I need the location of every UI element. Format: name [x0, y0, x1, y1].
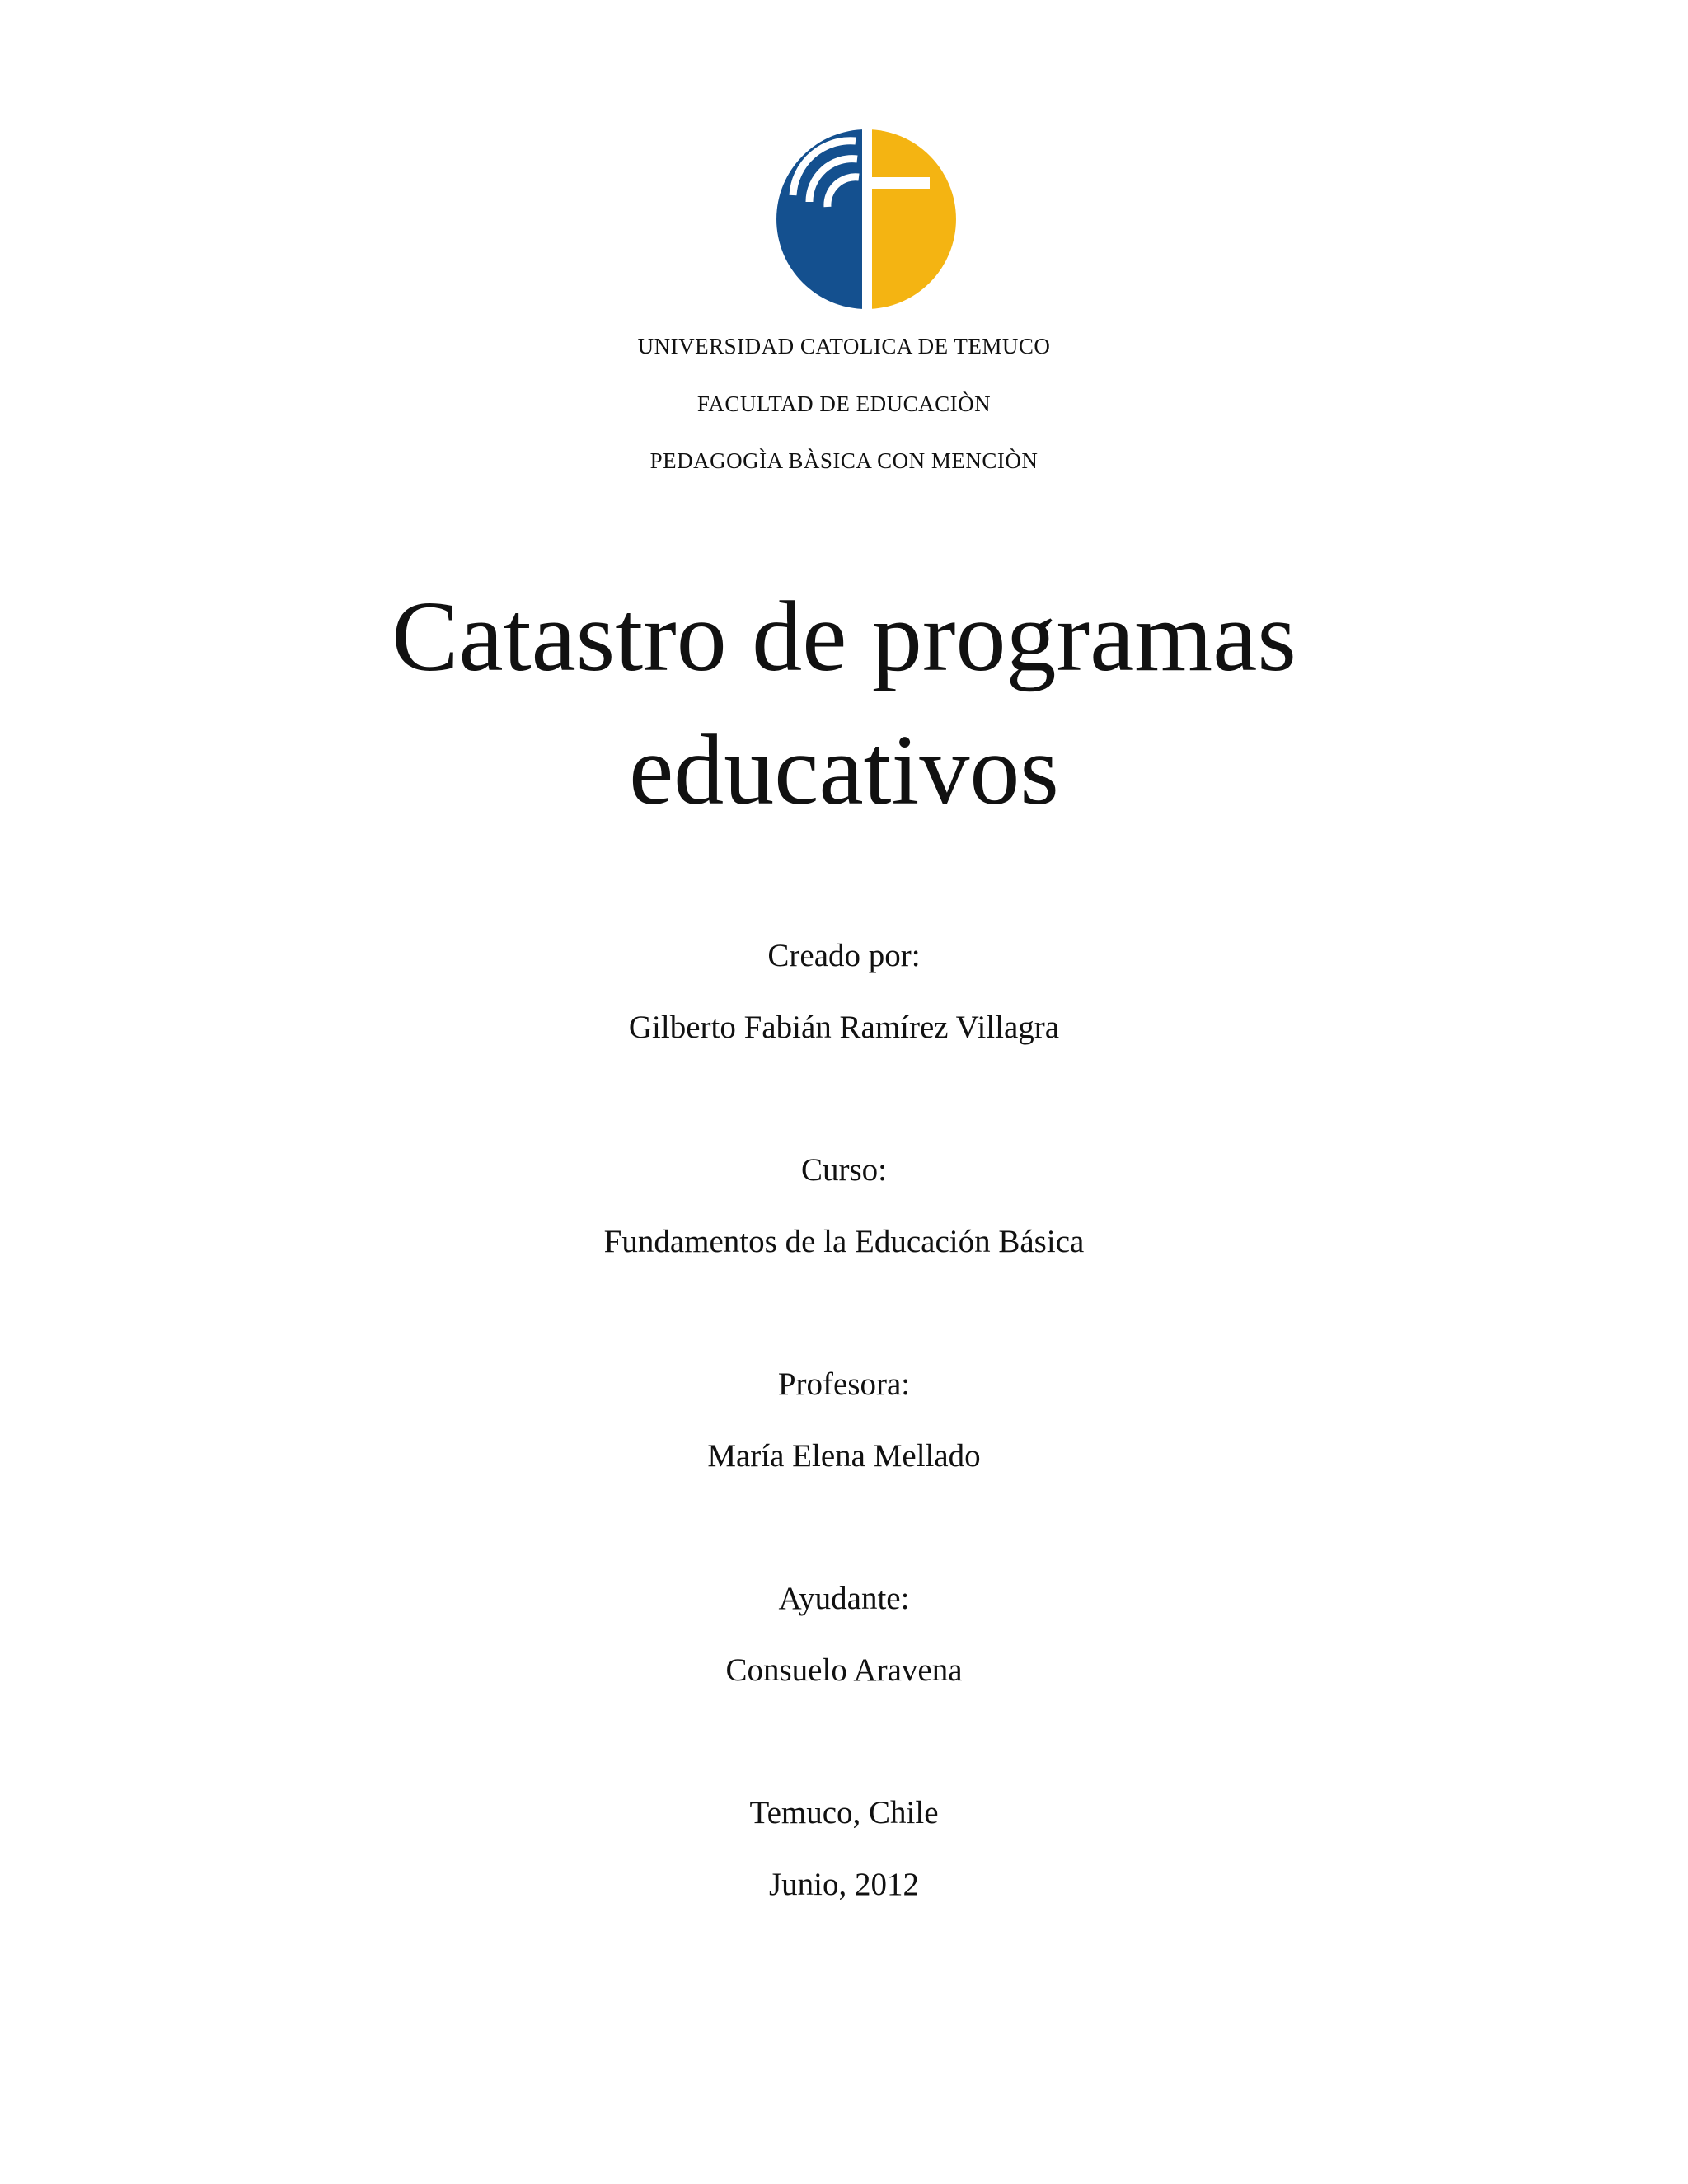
program-name: PEDAGOGÌA BÀSICA CON MENCIÒN	[649, 448, 1039, 473]
course-label: Curso:	[800, 1152, 887, 1188]
assistant-label: Ayudante:	[778, 1581, 910, 1616]
university-seal-icon	[776, 129, 956, 309]
assistant-name: Consuelo Aravena	[725, 1652, 963, 1688]
author-label: Creado por:	[767, 938, 921, 973]
location: Temuco, Chile	[749, 1795, 939, 1830]
university-name: UNIVERSIDAD CATOLICA DE TEMUCO	[637, 334, 1051, 359]
university-logo	[776, 129, 956, 309]
document-title-line-1: Catastro de programas	[392, 581, 1296, 692]
document-title-line-2: educativos	[629, 715, 1059, 826]
faculty-name: FACULTAD DE EDUCACIÒN	[696, 391, 992, 416]
professor-label: Profesora:	[777, 1366, 911, 1402]
date: Junio, 2012	[768, 1867, 919, 1902]
professor-name: María Elena Mellado	[707, 1438, 981, 1474]
author-name: Gilberto Fabián Ramírez Villagra	[628, 1010, 1060, 1045]
course-name: Fundamentos de la Educación Básica	[603, 1224, 1085, 1259]
